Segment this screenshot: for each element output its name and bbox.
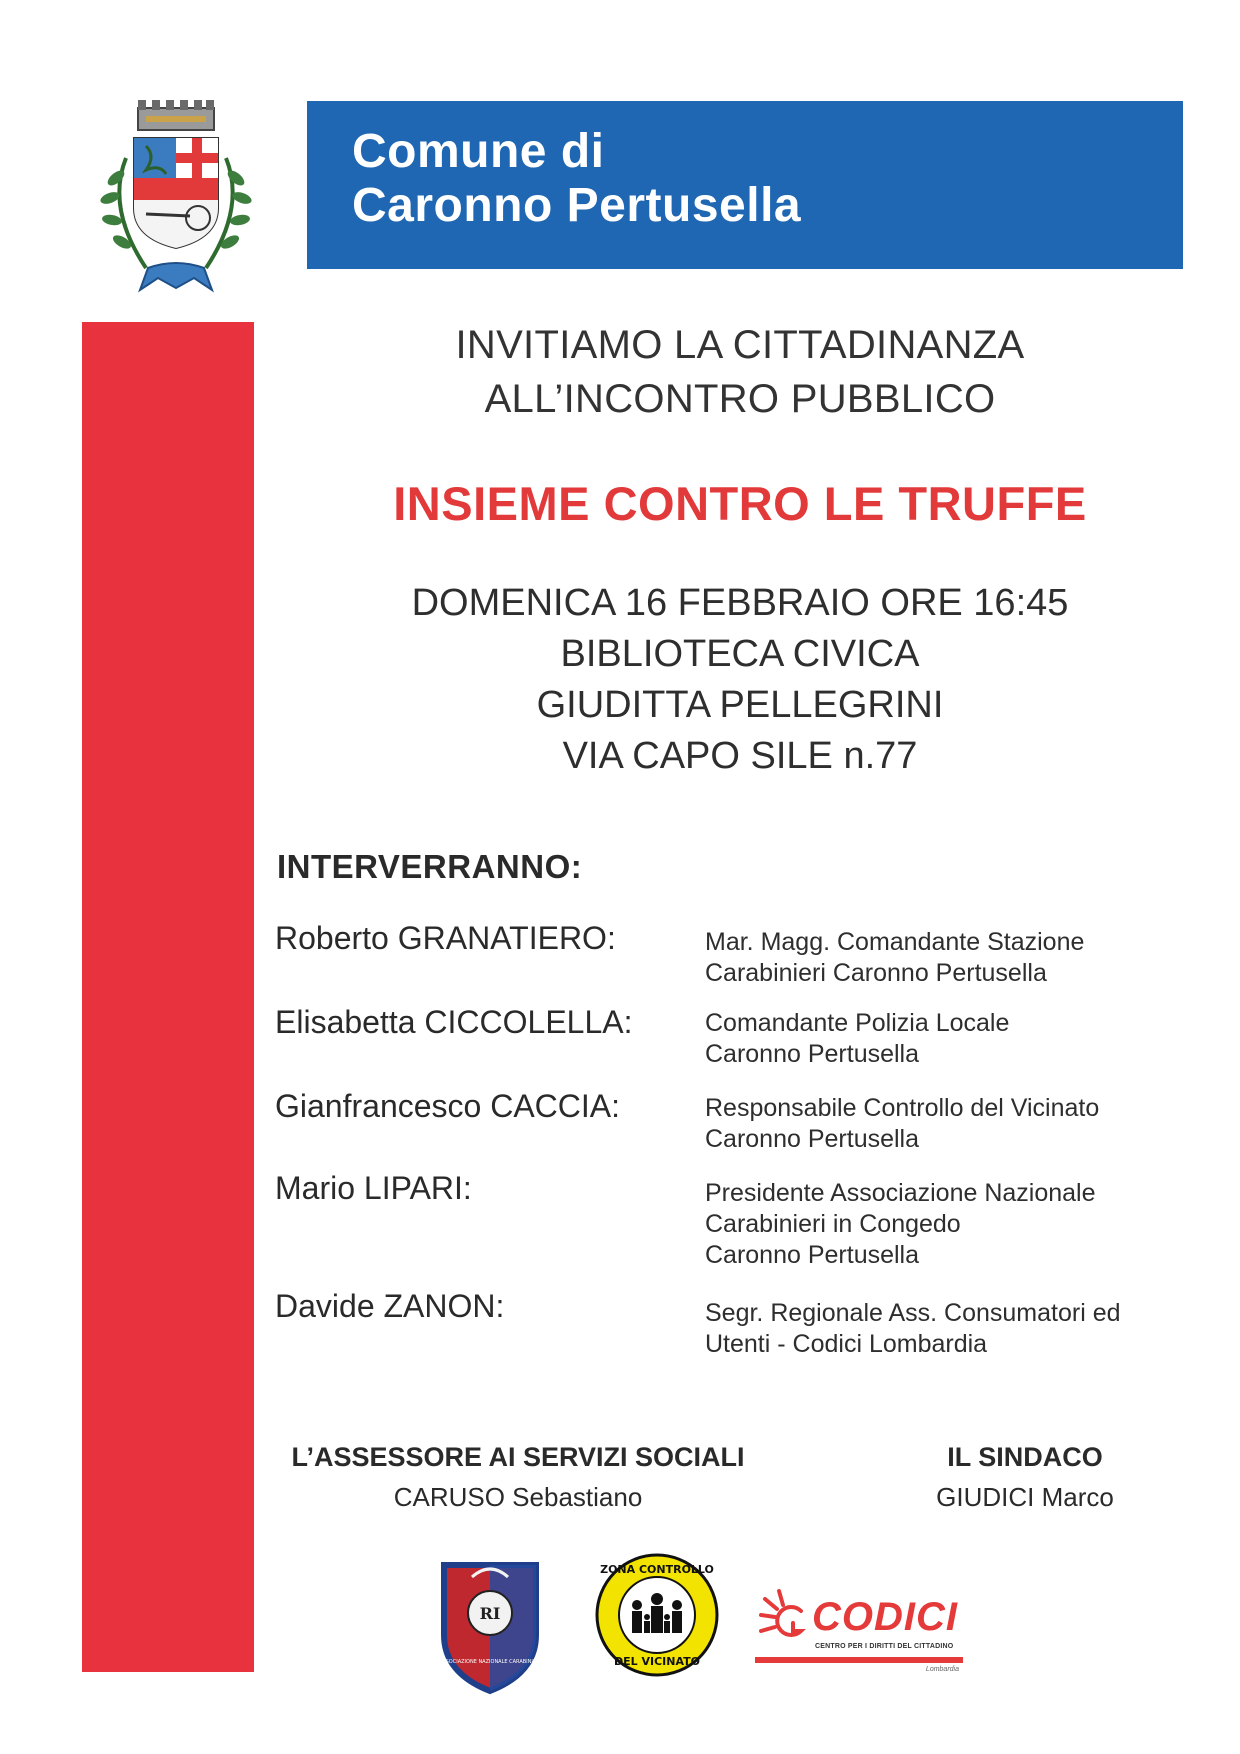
- event-address: VIA CAPO SILE n.77: [562, 735, 918, 777]
- speaker-role-line: Responsabile Controllo del Vicinato: [705, 1094, 1100, 1122]
- speaker-role: [705, 1298, 1121, 1360]
- speaker-role-line: Carabinieri Caronno Pertusella: [705, 959, 1047, 987]
- speaker-name: Gianfrancesco CACCIA:: [275, 1088, 621, 1124]
- carabinieri-logo-text: ASSOCIAZIONE NAZIONALE CARABINIERI: [439, 1659, 541, 1665]
- speakers-heading: INTERVERRANNO:: [277, 848, 583, 885]
- municipality-label: Comune di: [352, 125, 605, 178]
- codici-logo-name: CODICI: [812, 1595, 958, 1639]
- event-venue-line-1: BIBLIOTECA CIVICA: [560, 633, 920, 675]
- speaker-role-line: Caronno Pertusella: [705, 1125, 920, 1153]
- header-banner: [307, 101, 1183, 269]
- invitation-line-2: ALL’INCONTRO PUBBLICO: [484, 377, 996, 421]
- decorative-red-band: [82, 322, 254, 1672]
- speaker-name: Elisabetta CICCOLELLA:: [275, 1004, 633, 1040]
- speaker-role: [705, 1178, 1096, 1271]
- sindaco-title: IL SINDACO: [947, 1442, 1103, 1472]
- assessore-name: CARUSO Sebastiano: [393, 1482, 643, 1512]
- speaker-name: Roberto GRANATIERO:: [275, 920, 616, 956]
- speaker-role: [705, 1093, 1099, 1155]
- speaker-role: [705, 927, 1084, 989]
- sindaco-name: GIUDICI Marco: [936, 1482, 1114, 1512]
- speaker-role-line: Utenti - Codici Lombardia: [705, 1330, 988, 1358]
- speaker-role-line: Caronno Pertusella: [705, 1241, 920, 1269]
- speaker-role-line: Segr. Regionale Ass. Consumatori ed: [705, 1299, 1121, 1327]
- cdv-logo-top-text: ZONA CONTROLLO: [600, 1563, 714, 1576]
- event-title: INSIEME CONTRO LE TRUFFE: [393, 477, 1087, 530]
- speaker-role-line: Presidente Associazione Nazionale: [705, 1179, 1096, 1207]
- codici-logo: [755, 1587, 963, 1679]
- neighborhood-watch-logo: [593, 1551, 721, 1679]
- event-details: [330, 578, 1150, 782]
- codici-underline: [755, 1657, 963, 1663]
- speaker-role-line: Mar. Magg. Comandante Stazione: [705, 928, 1085, 956]
- codici-logo-subtitle: CENTRO PER I DIRITTI DEL CITTADINO: [815, 1643, 954, 1650]
- codici-sun-icon: [755, 1587, 811, 1647]
- event-date: DOMENICA 16 FEBBRAIO ORE 16:45: [411, 582, 1069, 624]
- assessore-title: L’ASSESSORE AI SERVIZI SOCIALI: [291, 1442, 745, 1472]
- codici-logo-region: Lombardia: [925, 1666, 959, 1673]
- invitation-text: [330, 318, 1150, 426]
- event-venue-line-2: GIUDITTA PELLEGRINI: [536, 684, 944, 726]
- svg-text:RI: RI: [479, 1604, 501, 1623]
- speaker-name: Davide ZANON:: [275, 1288, 505, 1324]
- speaker-name: Mario LIPARI:: [275, 1170, 472, 1206]
- municipality-name: Caronno Pertusella: [352, 179, 802, 232]
- coat-of-arms-emblem: [86, 98, 266, 303]
- speaker-role-line: Caronno Pertusella: [705, 1040, 920, 1068]
- invitation-line-1: INVITIAMO LA CITTADINANZA: [455, 323, 1025, 367]
- speaker-role-line: Carabinieri in Congedo: [705, 1210, 961, 1238]
- speaker-role: [705, 1008, 1009, 1070]
- cdv-logo-bottom-text: DEL VICINATO: [614, 1655, 700, 1668]
- speaker-role-line: Comandante Polizia Locale: [705, 1009, 1010, 1037]
- carabinieri-association-logo: [438, 1555, 542, 1695]
